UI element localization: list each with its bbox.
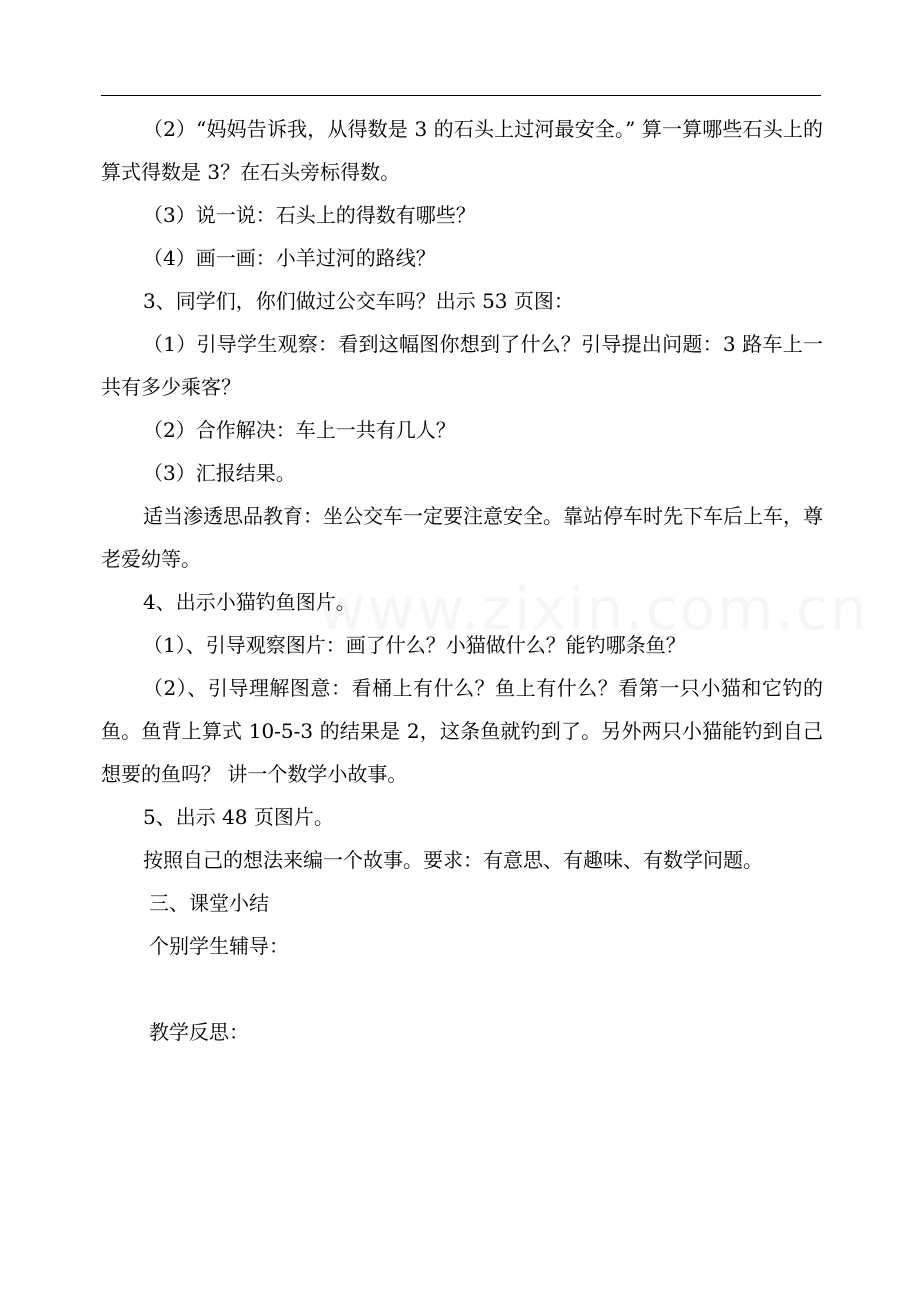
paragraph-section-3-bus: 3、同学们，你们做过公交车吗？出示 53 页图：: [143, 289, 574, 313]
paragraph-step-3-say: （3）说一说：石头上的得数有哪些？: [143, 203, 476, 227]
header-rule: [101, 95, 821, 96]
paragraph-moral-education: 适当渗透思品教育：坐公交车一定要注意安全。靠站停车时先下车后上车，尊老爱幼等。: [101, 504, 823, 571]
paragraph-cat-observe: （1）、引导观察图片：画了什么？小猫做什么？能钓哪条鱼？: [143, 633, 686, 657]
paragraph-section-5-page-48: 5、出示 48 页图片。: [143, 805, 334, 829]
paragraph-story-task: 按照自己的想法来编一个故事。要求：有意思、有趣味、有数学问题。: [143, 848, 763, 872]
paragraph-section-4-cat-fishing: 4、出示小猫钓鱼图片。: [143, 590, 356, 614]
heading-class-summary: 三、课堂小结: [149, 891, 269, 915]
paragraph-bus-report: （3）汇报结果。: [143, 461, 296, 485]
label-individual-tutoring: 个别学生辅导：: [149, 934, 289, 958]
paragraph-bus-solve: （2）合作解决：车上一共有几人？: [143, 418, 456, 442]
label-teaching-reflection: 教学反思：: [149, 1020, 249, 1044]
blank-space: [101, 968, 823, 1011]
paragraph-cat-understand: （2）、引导理解图意：看桶上有什么？鱼上有什么？看第一只小猫和它钓的鱼。鱼背上算式 10-5-3 的结果是 2，这条鱼就钓到了。另外两只小猫能钓到自己想要的鱼吗？ 讲一个数学小故事。: [101, 676, 823, 786]
paragraph-step-4-draw: （4）画一画：小羊过河的路线？: [143, 246, 436, 270]
document-body: [101, 108, 823, 1054]
paragraph-bus-observe: （1）引导学生观察：看到这幅图你想到了什么？引导提出问题：3 路车上一共有多少乘客？: [101, 332, 823, 399]
paragraph-step-2-question: （2）“妈妈告诉我，从得数是 3 的石头上过河最安全。” 算一算哪些石头上的算式得数是 3？在石头旁标得数。: [101, 117, 823, 184]
watermark: www.zixin.com.cn: [318, 575, 869, 643]
